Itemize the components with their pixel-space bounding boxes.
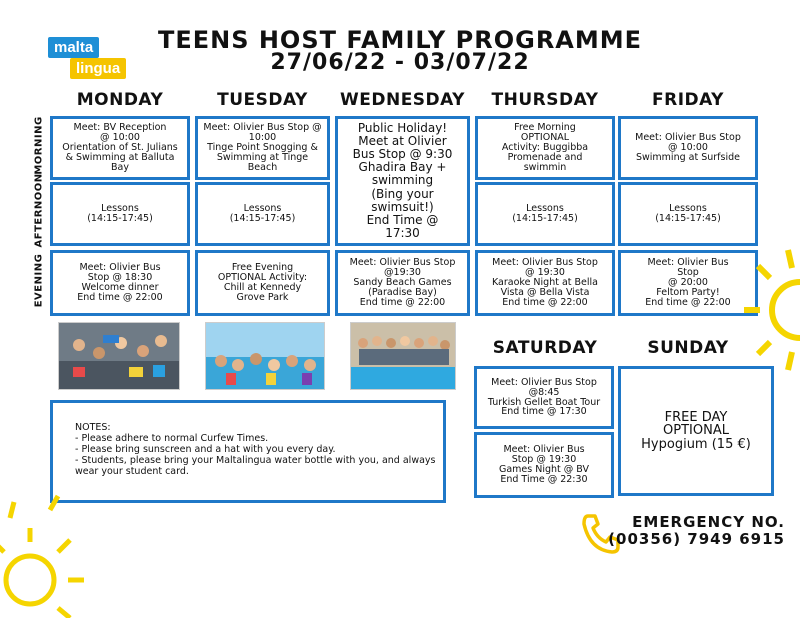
text-line: @ 19:30 — [525, 267, 565, 279]
day-saturday: SATURDAY — [492, 338, 598, 358]
cell-thursday-afternoon — [475, 182, 615, 246]
text-line: Meet: Olivier Bus Stop — [349, 257, 456, 269]
text-line: - Students, please bring your Maltalingua water bottle with you, and always — [75, 454, 436, 466]
cell-wednesday-day — [335, 116, 470, 246]
text-line: Activity: Buggibba — [501, 142, 589, 154]
text-line: Free Morning — [514, 122, 576, 134]
cell-monday-evening — [50, 250, 190, 316]
day-sunday: SUNDAY — [647, 338, 729, 358]
text-line: Chill at Kennedy — [223, 282, 302, 293]
text-line: @ 20:00 — [668, 277, 708, 289]
text-line: Karaoke Night at Bella — [491, 277, 599, 289]
text-line: Meet: Olivier Bus — [79, 262, 161, 274]
text-line: Grove Park — [236, 291, 289, 303]
text-line: Meet at Olivier — [358, 133, 447, 148]
photo-wednesday-pool — [350, 322, 456, 390]
cell-sunday — [618, 366, 774, 496]
cell-tuesday-morning — [195, 116, 330, 180]
photo-monday-group — [58, 322, 180, 390]
slot-afternoon: AFTERNOON — [33, 173, 45, 248]
text-line: (Paradise Bay) — [368, 286, 437, 298]
text-line: Lessons — [526, 203, 564, 215]
text-line: - Please bring sunscreen and a hat with you every day. — [75, 443, 336, 455]
text-line: Welcome dinner — [81, 282, 159, 293]
text-line: 17:30 — [385, 226, 420, 241]
text-line: @19:30 — [384, 267, 421, 279]
cell-friday-morning — [618, 116, 758, 180]
cell-saturday-day — [474, 366, 614, 429]
text-line: Swimming at Tinge — [216, 151, 309, 163]
text-line: NOTES: — [75, 422, 111, 433]
text-line: Promenade and — [507, 151, 583, 163]
text-line: (14:15-17:45) — [655, 213, 721, 224]
cell-thursday-morning — [475, 116, 615, 180]
slot-morning: MORNING — [33, 116, 45, 175]
text-line: (14:15-17:45) — [87, 213, 153, 224]
text-line: Lessons — [101, 203, 139, 215]
text-line: Orientation of St. Julians — [62, 142, 178, 154]
text-line: Stop @ 19:30 — [511, 454, 577, 466]
text-line: Public Holiday! — [357, 120, 448, 135]
text-line: @ 10:00 — [100, 132, 140, 144]
text-line: FREE DAY — [664, 409, 728, 425]
cell-friday-afternoon — [618, 182, 758, 246]
text-line: Meet: Olivier Bus Stop — [492, 257, 598, 269]
text-line: End time @ 22:00 — [645, 296, 731, 308]
text-line: (14:15-17:45) — [229, 213, 296, 224]
text-line: Sandy Beach Games — [353, 277, 452, 289]
text-line: Games Night @ BV — [498, 464, 590, 475]
day-tuesday: TUESDAY — [217, 90, 308, 110]
text-line: Vista @ Bella Vista — [500, 286, 590, 298]
page-title: TEENS HOST FAMILY PROGRAMME — [157, 26, 643, 54]
text-line: Stop — [677, 267, 699, 279]
text-line: Stop @ 18:30 — [87, 272, 153, 284]
text-line: Meet: Olivier Bus Stop — [635, 132, 741, 144]
text-line: & Swimming at Balluta — [65, 151, 175, 163]
logo-malta: malta — [48, 37, 99, 58]
text-line: Meet: Olivier Bus Stop @8:45 — [491, 376, 597, 398]
text-line: - Please adhere to normal Curfew Times. — [75, 432, 269, 444]
text-line: End time @ 22:00 — [359, 296, 446, 308]
page-dates: 27/06/22 - 03/07/22 — [270, 50, 530, 75]
text-line: Turkish Gellet Boat Tour — [487, 396, 601, 408]
text-line: Bus Stop @ 9:30 — [352, 147, 453, 162]
text-line: @ 10:00 — [668, 142, 708, 154]
cell-saturday-evening — [474, 432, 614, 498]
cell-monday-afternoon — [50, 182, 190, 246]
text-line: End time @ 22:00 — [77, 291, 163, 303]
text-line: Lessons — [243, 203, 282, 215]
text-line: (Bing your — [371, 186, 434, 201]
text-line: End Time @ — [366, 212, 439, 227]
text-line: Beach — [247, 161, 278, 173]
cell-wednesday-evening — [335, 250, 470, 316]
photo-tuesday-beach — [205, 322, 325, 390]
text-line: Lessons — [669, 203, 707, 215]
day-wednesday: WEDNESDAY — [339, 90, 465, 110]
text-line: 10:00 — [248, 132, 277, 144]
text-line: Tinge Point Snogging & — [207, 142, 318, 154]
sun-decoration-right — [730, 240, 800, 380]
cell-tuesday-afternoon — [195, 182, 330, 246]
logo-lingua: lingua — [70, 58, 126, 79]
text-line: Meet: BV Reception — [73, 122, 167, 134]
text-line: OPTIONAL — [520, 132, 570, 144]
cell-thursday-evening — [475, 250, 615, 316]
text-line: Feltom Party! — [656, 286, 720, 298]
text-line: Swimming at Surfside — [635, 151, 740, 163]
text-line: swimsuit!) — [371, 199, 434, 214]
text-line: swimming — [371, 173, 434, 188]
cell-monday-morning — [50, 116, 190, 180]
text-line: OPTIONAL — [663, 423, 729, 439]
day-monday: MONDAY — [76, 90, 164, 110]
text-line: Ghadira Bay + — [358, 160, 447, 175]
sun-decoration-bottom-left — [0, 490, 120, 618]
text-line: wear your student card. — [75, 465, 189, 477]
text-line: (14:15-17:45) — [512, 213, 578, 224]
text-line: End time @ 17:30 — [501, 406, 587, 418]
cell-tuesday-evening — [195, 250, 330, 316]
text-line: OPTIONAL Activity: — [217, 272, 308, 284]
text-line: Meet: Olivier Bus Stop @ — [203, 122, 322, 134]
day-thursday: THURSDAY — [491, 90, 599, 110]
emergency-label: EMERGENCY NO. — [632, 513, 785, 531]
day-friday: FRIDAY — [652, 90, 724, 110]
slot-evening: EVENING — [33, 253, 45, 308]
text-line: End time @ 22:00 — [502, 296, 588, 308]
text-line: swimmin — [523, 161, 567, 173]
notes-box — [50, 400, 446, 503]
text-line: Hypogium (15 €) — [641, 436, 751, 452]
text-line: Meet: Olivier Bus — [647, 257, 729, 269]
text-line: Bay — [111, 161, 129, 173]
text-line: End Time @ 22:30 — [500, 473, 588, 485]
text-line: Free Evening — [231, 262, 294, 274]
text-line: Meet: Olivier Bus — [503, 444, 585, 456]
emergency-number: (00356) 7949 6915 — [608, 530, 785, 548]
